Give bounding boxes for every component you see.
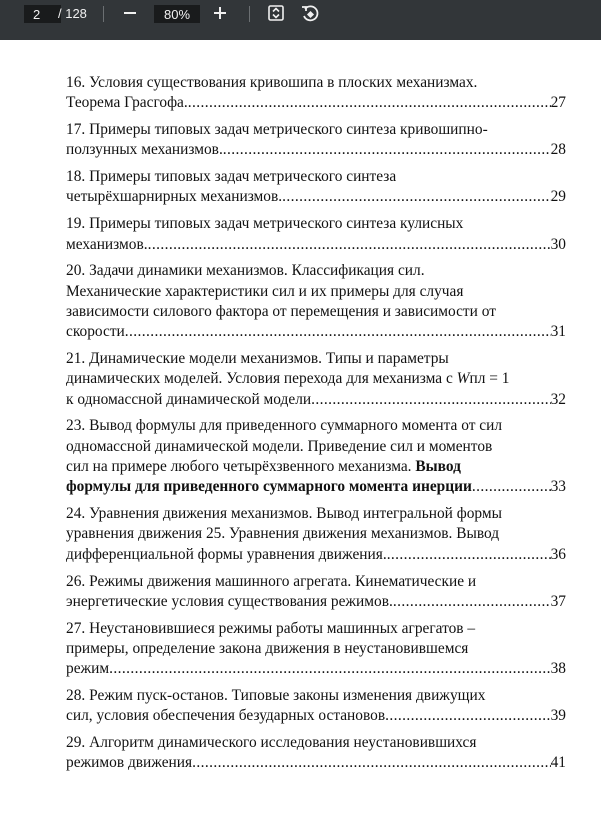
page-number: 31 <box>550 323 566 341</box>
dot-leader <box>223 140 551 160</box>
toc-entry-23 <box>66 416 566 497</box>
table-of-contents <box>66 73 566 780</box>
toc-line-last <box>66 592 566 612</box>
rotate-counterclockwise-icon <box>299 3 321 25</box>
toc-line-last <box>66 187 566 207</box>
toc-line-last <box>66 322 566 342</box>
toc-text: режимов движения <box>66 754 193 772</box>
toc-text: пл = 1 <box>469 370 510 388</box>
toc-entry-16 <box>66 73 566 114</box>
toc-bold-text: Вывод <box>415 458 461 476</box>
dot-leader <box>472 477 551 497</box>
toc-text: дифференциальной формы уравнения движения. <box>66 545 387 563</box>
toc-line-last <box>66 235 566 255</box>
pdf-toolbar <box>0 0 601 40</box>
toc-line-last <box>66 545 566 565</box>
toc-line: 19. Примеры типовых задач метрического синтеза кулисных <box>66 215 464 233</box>
dot-leader <box>192 753 551 773</box>
toc-line-last <box>66 659 566 679</box>
toc-line: 23. Вывод формулы для приведенного суммарного момента от сил <box>66 417 503 435</box>
toc-line-last <box>66 477 566 497</box>
dot-leader <box>311 390 550 410</box>
toc-entry-17 <box>66 120 566 161</box>
toc-entry-24 <box>66 504 566 565</box>
toc-line: одномассной динамической модели. Приведение сил и моментов <box>66 437 493 455</box>
page-number: 30 <box>550 235 566 253</box>
toc-line: 20. Задачи динамики механизмов. Классификация сил. <box>66 262 425 280</box>
toolbar-divider <box>103 6 104 22</box>
toc-entry-19 <box>66 214 566 255</box>
toc-line: зависимости силового фактора от перемещения и зависимости от <box>66 302 496 320</box>
page-number: 38 <box>550 660 566 678</box>
fit-to-page-button[interactable] <box>266 3 286 23</box>
zoom-out-button[interactable] <box>120 3 140 23</box>
page-number: 36 <box>550 545 566 563</box>
toc-line: примеры, определение закона движения в неустановившемся <box>66 639 469 657</box>
fit-page-icon <box>266 3 286 23</box>
toc-text: ползунных механизмов. <box>66 141 223 159</box>
toc-line: 17. Примеры типовых задач метрического синтеза кривошипно- <box>66 121 488 139</box>
page-number: 28 <box>550 141 566 159</box>
toc-text: четырёхшарнирных механизмов. <box>66 188 283 206</box>
page-total-label: / 128 <box>58 6 87 21</box>
zoom-in-button[interactable] <box>210 3 230 23</box>
page-number-input[interactable] <box>24 5 61 23</box>
dot-leader <box>109 659 550 679</box>
toc-text: сил, условия обеспечения безударных остановов <box>66 707 386 725</box>
page-number: 37 <box>550 592 566 610</box>
dot-leader <box>387 545 551 565</box>
toc-bold-text: формулы для приведенного суммарного момента инерции <box>66 478 472 496</box>
toc-entry-29 <box>66 733 566 774</box>
toc-line: 28. Режим пуск-останов. Типовые законы изменения движущих <box>66 687 486 705</box>
toc-entry-26 <box>66 572 566 613</box>
page-number: 27 <box>550 94 566 112</box>
toc-line: 26. Режимы движения машинного агрегата. Кинематические и <box>66 572 477 590</box>
dot-leader <box>385 706 550 726</box>
toc-line-last <box>66 93 566 113</box>
rotate-button[interactable] <box>299 3 321 25</box>
toc-line: 18. Примеры типовых задач метрического синтеза <box>66 168 397 186</box>
toc-line <box>66 369 566 389</box>
toc-line: уравнения движения 25. Уравнения движения механизмов. Вывод <box>66 525 500 543</box>
toc-line-last <box>66 140 566 160</box>
document-page <box>0 40 601 818</box>
minus-icon <box>120 3 140 23</box>
page-number: 41 <box>550 754 566 772</box>
toc-line: 27. Неустановившиеся режимы работы машинных агрегатов – <box>66 619 476 637</box>
dot-leader <box>188 93 551 113</box>
toc-text: сил на примере любого четырёхзвенного механизма. <box>66 458 416 476</box>
toc-text: энергетические условия существования режимов. <box>66 592 393 610</box>
dot-leader <box>282 187 551 207</box>
toc-line-last <box>66 753 566 773</box>
toolbar-divider <box>249 6 250 22</box>
page-number: 33 <box>550 478 566 496</box>
page-number: 29 <box>550 188 566 206</box>
dot-leader <box>148 235 551 255</box>
page-number: 39 <box>550 707 566 725</box>
toc-entry-18 <box>66 167 566 208</box>
dot-leader <box>393 592 551 612</box>
zoom-level-input[interactable] <box>154 5 200 23</box>
toc-line-last <box>66 390 566 410</box>
toc-text: Теорема Грасгофа. <box>66 94 188 112</box>
plus-icon <box>210 3 230 23</box>
toc-text: скорости <box>66 323 125 341</box>
toc-entry-28 <box>66 686 566 727</box>
toc-line: 29. Алгоритм динамического исследования неустановившихся <box>66 734 477 752</box>
w-symbol: W <box>456 370 470 388</box>
page-number: 32 <box>550 390 566 408</box>
toc-entry-27 <box>66 619 566 680</box>
dot-leader <box>125 322 551 342</box>
toc-text: динамических моделей. Условия перехода для механизма с <box>66 370 457 388</box>
toc-entry-21 <box>66 349 566 410</box>
toc-line <box>66 457 566 477</box>
toc-text: механизмов. <box>66 235 148 253</box>
toc-line: 16. Условия существования кривошипа в плоских механизмах. <box>66 74 478 91</box>
toc-entry-20 <box>66 261 566 342</box>
toc-line: Механические характеристики сил и их примеры для случая <box>66 282 464 300</box>
toc-text: режим <box>66 660 110 678</box>
toc-text: к одномассной динамической модели <box>66 390 312 408</box>
toc-line: 21. Динамические модели механизмов. Типы и параметры <box>66 350 449 368</box>
toc-line-last <box>66 706 566 726</box>
toc-line: 24. Уравнения движения механизмов. Вывод интегральной формы <box>66 505 502 523</box>
